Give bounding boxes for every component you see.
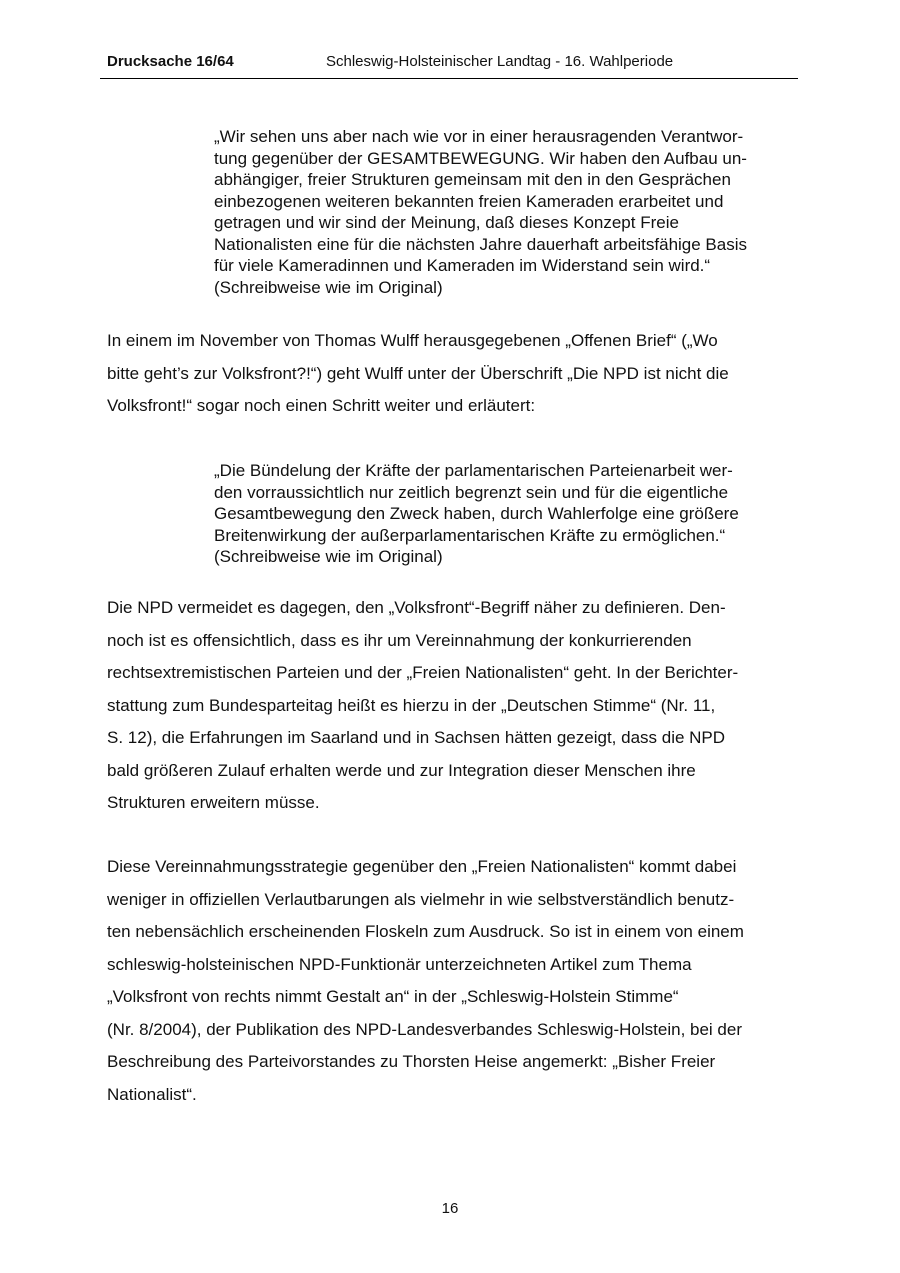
quote-line: tung gegenüber der GESAMTBEWEGUNG. Wir haben den Aufbau un-	[214, 148, 747, 168]
paragraph-line: weniger in offiziellen Verlautbarungen als vielmehr in wie selbstverständlich benutz-	[107, 889, 735, 909]
document-number: Drucksache 16/64	[107, 53, 234, 70]
paragraph-line: (Nr. 8/2004), der Publikation des NPD-Landesverbandes Schleswig-Holstein, bei der	[107, 1019, 743, 1039]
paragraph-line: In einem im November von Thomas Wulff herausgegebenen „Offenen Brief“ („Wo	[107, 331, 718, 350]
quote-line: (Schreibweise wie im Original)	[214, 277, 443, 297]
paragraph-line: bitte geht’s zur Volksfront?!“) geht Wulff unter der Überschrift „Die NPD ist nicht die	[107, 363, 729, 383]
quote-line: den vorraussichtlich nur zeitlich begrenzt sein und für die eigentliche	[214, 482, 729, 502]
parliament-title: Schleswig-Holsteinischer Landtag - 16. Wahlperiode	[326, 53, 674, 70]
quote-line: „Wir sehen uns aber nach wie vor in einer herausragenden Verantwor-	[214, 127, 744, 146]
paragraph-line: Diese Vereinnahmungsstrategie gegenüber den „Freien Nationalisten“ kommt dabei	[107, 857, 737, 876]
paragraph-line: ten nebensächlich erscheinenden Floskeln zum Ausdruck. So ist in einem von einem	[107, 922, 744, 941]
paragraph-3	[107, 851, 807, 1111]
paragraph-2	[107, 592, 807, 820]
page-header	[100, 52, 798, 79]
quote-line: einbezogenen weiteren bekannten freien Kameraden erarbeitet und	[214, 191, 724, 211]
paragraph-line: stattung zum Bundesparteitag heißt es hierzu in der „Deutschen Stimme“ (Nr. 11,	[107, 695, 716, 715]
paragraph-line: noch ist es offensichtlich, dass es ihr um Vereinnahmung der konkurrierenden	[107, 630, 692, 650]
page-number: 16	[441, 1200, 459, 1217]
quote-block-1	[214, 126, 814, 298]
quote-line: (Schreibweise wie im Original)	[214, 547, 443, 566]
quote-line: abhängiger, freier Strukturen gemeinsam mit den in den Gesprächen	[214, 170, 731, 189]
paragraph-line: schleswig-holsteinischen NPD-Funktionär unterzeichneten Artikel zum Thema	[107, 954, 692, 974]
paragraph-line: „Volksfront von rechts nimmt Gestalt an“ in der „Schleswig-Holstein Stimme“	[107, 987, 679, 1006]
paragraph-line: Nationalist“.	[107, 1084, 197, 1104]
paragraph-line: Volksfront!“ sogar noch einen Schritt weiter und erläutert:	[107, 396, 536, 415]
paragraph-line: bald größeren Zulauf erhalten werde und zur Integration dieser Menschen ihre	[107, 760, 696, 780]
quote-line: für viele Kameradinnen und Kameraden im Widerstand sein wird.“	[214, 256, 711, 275]
quote-line: Gesamtbewegung den Zweck haben, durch Wahlerfolge eine größere	[214, 504, 739, 523]
quote-line: getragen und wir sind der Meinung, daß dieses Konzept Freie	[214, 213, 679, 232]
quote-line: Breitenwirkung der außerparlamentarischen Kräfte zu ermöglichen.“	[214, 525, 726, 545]
paragraph-line: rechtsextremistischen Parteien und der „Freien Nationalisten“ geht. In der Berichter-	[107, 663, 739, 682]
paragraph-line: Beschreibung des Parteivorstandes zu Thorsten Heise angemerkt: „Bisher Freier	[107, 1052, 716, 1071]
paragraph-line: Strukturen erweitern müsse.	[107, 793, 320, 812]
quote-line: „Die Bündelung der Kräfte der parlamentarischen Parteienarbeit wer-	[214, 461, 733, 480]
paragraph-line: Die NPD vermeidet es dagegen, den „Volksfront“-Begriff näher zu definieren. Den-	[107, 598, 726, 617]
quote-line: Nationalisten eine für die nächsten Jahre dauerhaft arbeitsfähige Basis	[214, 234, 748, 254]
paragraph-1	[107, 325, 807, 423]
paragraph-line: S. 12), die Erfahrungen im Saarland und in Sachsen hätten gezeigt, dass die NPD	[107, 728, 726, 747]
quote-block-2	[214, 460, 814, 568]
